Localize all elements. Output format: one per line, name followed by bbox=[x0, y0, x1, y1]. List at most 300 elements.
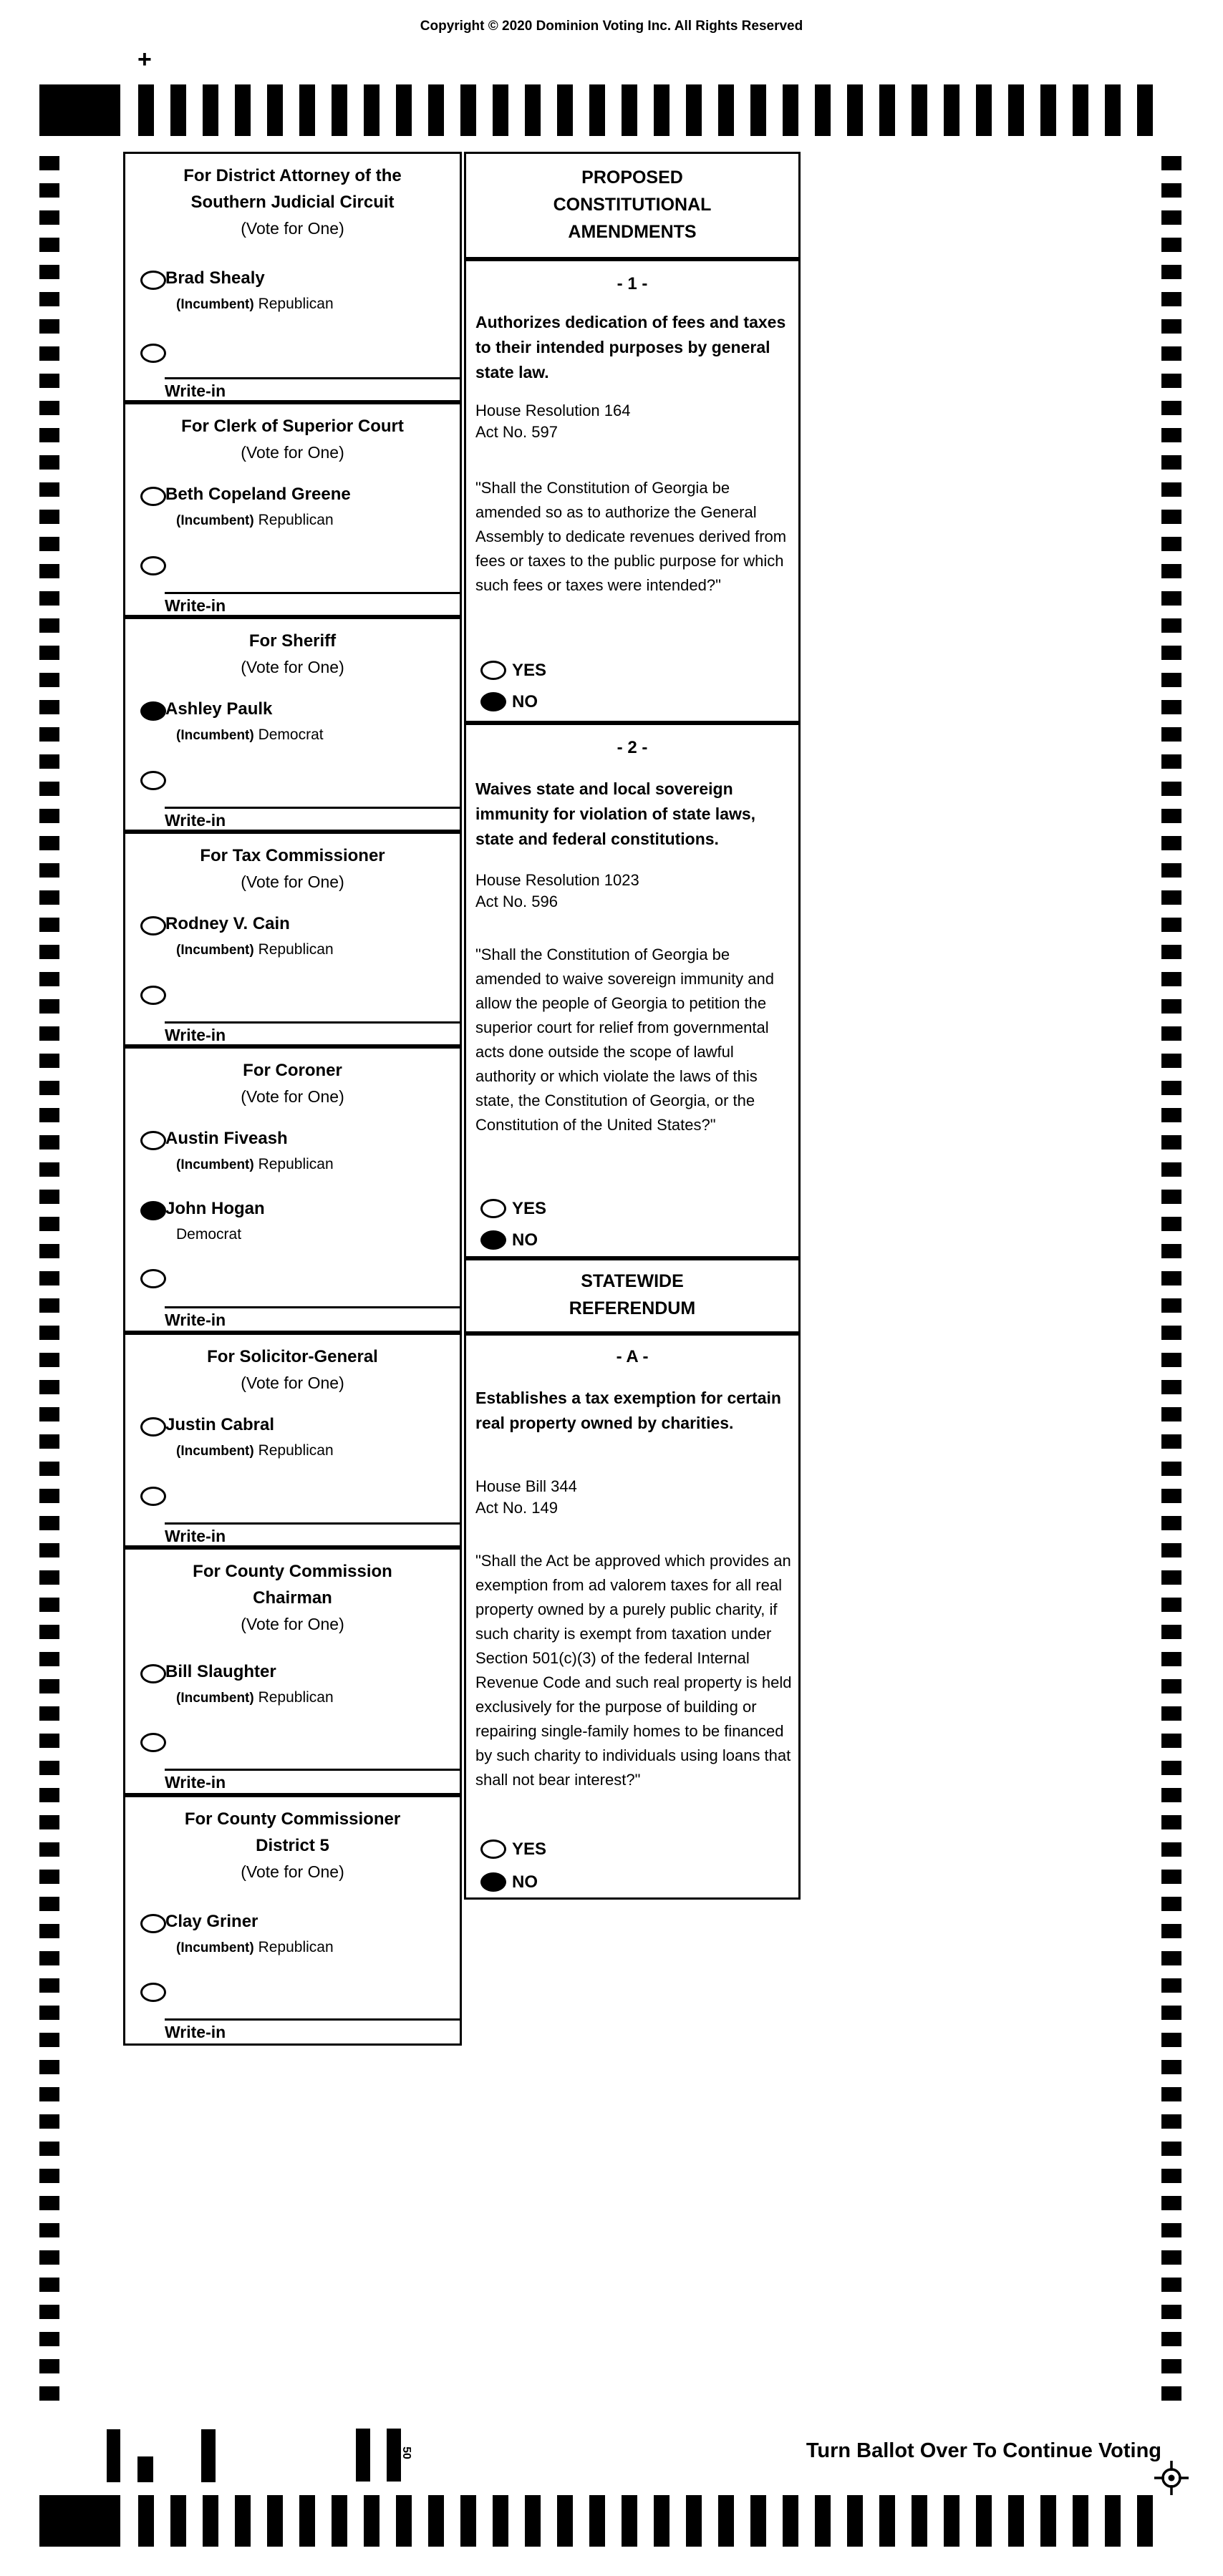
candidate-party bbox=[176, 512, 334, 529]
timing-mark bbox=[39, 890, 59, 905]
candidate-oval[interactable] bbox=[140, 487, 166, 506]
timing-mark bbox=[1161, 510, 1181, 524]
timing-mark bbox=[1161, 156, 1181, 170]
authority-line: Act No. 597 bbox=[475, 423, 558, 441]
candidate-oval[interactable] bbox=[140, 1417, 166, 1437]
timing-mark bbox=[39, 2223, 59, 2237]
incumbent-label: (Incumbent) bbox=[176, 1691, 254, 1706]
authority-line: Act No. 596 bbox=[475, 893, 558, 910]
timing-bar bbox=[332, 84, 347, 136]
timing-mark bbox=[1161, 2087, 1181, 2101]
write-in-oval[interactable] bbox=[140, 556, 166, 575]
timing-strip-bottom bbox=[39, 2495, 1169, 2547]
timing-mark bbox=[39, 2114, 59, 2129]
candidate-name: John Hogan bbox=[165, 1199, 265, 1218]
timing-bar bbox=[235, 2495, 251, 2547]
timing-bar bbox=[203, 84, 218, 136]
timing-mark bbox=[39, 2196, 59, 2210]
measure-question: "Shall the Constitution of Georgia be amended to waive sovereign immunity and allow the people of Georgia to petition the superior court for relief from governmental acts done outside the scope of lawful authority or which violate the laws of this state, the Constitution of Georgia, or the Constitution of the United States?" bbox=[475, 946, 775, 1134]
timing-mark bbox=[39, 265, 59, 279]
timing-mark bbox=[39, 2142, 59, 2156]
timing-mark bbox=[39, 183, 59, 198]
timing-mark bbox=[39, 564, 59, 578]
header-line: AMENDMENTS bbox=[568, 222, 697, 242]
vote-for-instruction: (Vote for One) bbox=[241, 443, 344, 462]
timing-mark bbox=[1161, 836, 1181, 850]
timing-bar bbox=[203, 2495, 218, 2547]
incumbent-label: (Incumbent) bbox=[176, 728, 254, 743]
measure-summary: Establishes a tax exemption for certain real property owned by charities. bbox=[475, 1389, 781, 1432]
measure-number: - 2 - bbox=[617, 738, 648, 757]
timing-mark bbox=[39, 1434, 59, 1449]
write-in-label: Write-in bbox=[165, 596, 226, 615]
vote-for-instruction: (Vote for One) bbox=[241, 1087, 344, 1106]
incumbent-label: (Incumbent) bbox=[176, 943, 254, 958]
timing-mark bbox=[1161, 2060, 1181, 2074]
yes-oval[interactable] bbox=[480, 1199, 506, 1218]
timing-mark bbox=[1161, 782, 1181, 796]
timing-bar bbox=[460, 2495, 476, 2547]
party-label: Republican bbox=[258, 1689, 334, 1706]
no-oval[interactable] bbox=[480, 692, 506, 711]
timing-mark bbox=[39, 700, 59, 714]
timing-bar bbox=[589, 2495, 605, 2547]
candidate-row bbox=[125, 485, 460, 550]
incumbent-label: (Incumbent) bbox=[176, 513, 254, 528]
candidate-name: Ashley Paulk bbox=[165, 699, 273, 719]
timing-bar bbox=[944, 84, 959, 136]
timing-mark bbox=[1161, 2033, 1181, 2047]
timing-mark bbox=[1161, 1407, 1181, 1421]
contest-title-line2: Southern Judicial Circuit bbox=[190, 193, 395, 212]
write-in-line[interactable] bbox=[165, 807, 460, 830]
timing-mark bbox=[39, 1598, 59, 1612]
timing-mark bbox=[1161, 2142, 1181, 2156]
timing-mark bbox=[1161, 1026, 1181, 1041]
copyright-text: Copyright © 2020 Dominion Voting Inc. All Rights Reserved bbox=[420, 19, 803, 34]
candidate-row bbox=[125, 1129, 460, 1195]
timing-mark bbox=[39, 1489, 59, 1503]
timing-mark bbox=[1161, 673, 1181, 687]
incumbent-label: (Incumbent) bbox=[176, 1940, 254, 1955]
write-in-line[interactable] bbox=[165, 2018, 460, 2042]
no-label: NO bbox=[512, 692, 538, 711]
timing-mark bbox=[39, 1135, 59, 1150]
candidate-oval[interactable] bbox=[140, 1914, 166, 1933]
timing-mark bbox=[39, 2033, 59, 2047]
timing-bar bbox=[654, 2495, 669, 2547]
timing-bar bbox=[589, 84, 605, 136]
timing-bar bbox=[718, 84, 734, 136]
timing-bar bbox=[460, 84, 476, 136]
timing-mark bbox=[1161, 265, 1181, 279]
timing-mark bbox=[1161, 1734, 1181, 1748]
timing-bar bbox=[783, 2495, 798, 2547]
timing-mark bbox=[39, 972, 59, 986]
timing-bar bbox=[267, 84, 283, 136]
contest-title-line2: Chairman bbox=[253, 1588, 332, 1608]
timing-bar bbox=[1008, 2495, 1024, 2547]
party-label: Republican bbox=[258, 296, 334, 312]
stub-number-label: 50 bbox=[400, 2446, 412, 2459]
timing-mark bbox=[39, 1380, 59, 1394]
no-label: NO bbox=[512, 1872, 538, 1892]
incumbent-label: (Incumbent) bbox=[176, 297, 254, 312]
write-in-label: Write-in bbox=[165, 2023, 226, 2041]
write-in-line[interactable] bbox=[165, 592, 460, 616]
timing-mark bbox=[1161, 2278, 1181, 2292]
contest-district-attorney bbox=[123, 152, 462, 402]
write-in-label: Write-in bbox=[165, 1311, 226, 1329]
timing-mark bbox=[39, 1951, 59, 1965]
timing-mark bbox=[39, 673, 59, 687]
timing-block bbox=[39, 2495, 120, 2547]
timing-mark bbox=[39, 346, 59, 361]
timing-mark bbox=[39, 2087, 59, 2101]
timing-mark bbox=[39, 1652, 59, 1666]
timing-mark bbox=[39, 1462, 59, 1476]
candidate-party bbox=[176, 1156, 334, 1173]
write-in-oval[interactable] bbox=[140, 1733, 166, 1752]
timing-bar bbox=[493, 84, 508, 136]
authority-line: House Resolution 164 bbox=[475, 402, 631, 419]
timing-mark bbox=[39, 210, 59, 225]
yes-oval[interactable] bbox=[480, 661, 506, 680]
timing-marks-left bbox=[39, 156, 59, 2414]
yes-oval[interactable] bbox=[480, 1839, 506, 1859]
timing-bar bbox=[1008, 84, 1024, 136]
timing-bar bbox=[1073, 84, 1088, 136]
contest-tax-commissioner bbox=[123, 832, 462, 1046]
candidate-row bbox=[125, 914, 460, 980]
timing-bars bbox=[138, 84, 1169, 136]
timing-bar bbox=[1073, 2495, 1088, 2547]
candidate-oval[interactable] bbox=[140, 271, 166, 290]
timing-bar bbox=[493, 2495, 508, 2547]
timing-mark bbox=[1161, 210, 1181, 225]
no-row bbox=[466, 691, 798, 721]
incumbent-label: (Incumbent) bbox=[176, 1157, 254, 1172]
measure-authority bbox=[475, 870, 791, 913]
timing-mark bbox=[1161, 319, 1181, 334]
timing-mark bbox=[39, 1298, 59, 1313]
timing-mark bbox=[39, 1734, 59, 1748]
timing-mark bbox=[1161, 1679, 1181, 1693]
timing-mark bbox=[1161, 2196, 1181, 2210]
candidate-name: Brad Shealy bbox=[165, 268, 265, 288]
write-in-oval[interactable] bbox=[140, 771, 166, 790]
candidate-row bbox=[125, 1662, 460, 1728]
party-label: Democrat bbox=[258, 726, 324, 743]
timing-bar bbox=[557, 2495, 573, 2547]
write-in-line[interactable] bbox=[165, 1021, 460, 1045]
amendment-1-section bbox=[464, 259, 801, 723]
no-row bbox=[466, 1229, 798, 1259]
timing-mark bbox=[39, 836, 59, 850]
timing-mark bbox=[1161, 1761, 1181, 1775]
proposed-amendments-header bbox=[464, 152, 801, 259]
party-label: Democrat bbox=[176, 1226, 242, 1243]
timing-bar bbox=[847, 2495, 863, 2547]
timing-bar bbox=[750, 84, 766, 136]
contest-title: For Tax Commissioner bbox=[200, 846, 385, 865]
timing-mark bbox=[1161, 1217, 1181, 1231]
candidate-oval[interactable] bbox=[140, 1131, 166, 1150]
candidate-oval[interactable] bbox=[140, 701, 166, 721]
timing-mark bbox=[39, 292, 59, 306]
header-line: CONSTITUTIONAL bbox=[553, 195, 712, 215]
timing-mark bbox=[1161, 1897, 1181, 1911]
timing-mark bbox=[39, 1217, 59, 1231]
timing-bar bbox=[686, 2495, 702, 2547]
timing-mark bbox=[1161, 591, 1181, 606]
yes-row bbox=[466, 659, 798, 689]
timing-mark bbox=[1161, 2332, 1181, 2346]
write-in-oval[interactable] bbox=[140, 1983, 166, 2002]
crosshair-icon bbox=[1154, 2461, 1189, 2495]
authority-line: Act No. 149 bbox=[475, 1499, 558, 1517]
timing-mark bbox=[39, 510, 59, 524]
statewide-referendum-header bbox=[464, 1258, 801, 1333]
contest-solicitor-general bbox=[123, 1333, 462, 1547]
party-label: Republican bbox=[258, 941, 334, 958]
incumbent-label: (Incumbent) bbox=[176, 1444, 254, 1459]
timing-bar bbox=[364, 2495, 380, 2547]
candidate-oval[interactable] bbox=[140, 916, 166, 935]
timing-mark bbox=[39, 2060, 59, 2074]
timing-mark bbox=[1161, 890, 1181, 905]
candidate-party bbox=[176, 1442, 334, 1459]
authority-line: House Resolution 1023 bbox=[475, 871, 639, 889]
timing-bar bbox=[879, 84, 895, 136]
timing-mark bbox=[39, 618, 59, 633]
timing-mark bbox=[1161, 346, 1181, 361]
timing-mark bbox=[39, 1788, 59, 1802]
timing-bar bbox=[847, 84, 863, 136]
timing-mark bbox=[39, 1162, 59, 1177]
amendment-2-section bbox=[464, 723, 801, 1258]
no-oval[interactable] bbox=[480, 1872, 506, 1892]
write-in-oval[interactable] bbox=[140, 1269, 166, 1288]
timing-mark bbox=[39, 2250, 59, 2265]
candidate-oval[interactable] bbox=[140, 1664, 166, 1683]
timing-bar bbox=[718, 2495, 734, 2547]
timing-mark bbox=[39, 646, 59, 660]
timing-mark bbox=[1161, 1434, 1181, 1449]
vote-for-instruction: (Vote for One) bbox=[241, 658, 344, 676]
timing-mark bbox=[39, 1897, 59, 1911]
yes-label: YES bbox=[512, 661, 547, 680]
contest-title: For Coroner bbox=[243, 1061, 342, 1080]
timing-mark bbox=[1161, 1870, 1181, 1884]
timing-mark bbox=[1161, 292, 1181, 306]
timing-bar bbox=[654, 84, 669, 136]
timing-bar bbox=[557, 84, 573, 136]
timing-mark bbox=[39, 999, 59, 1014]
timing-mark bbox=[39, 1761, 59, 1775]
timing-mark bbox=[39, 2305, 59, 2319]
write-in-line[interactable] bbox=[165, 1769, 460, 1792]
write-in-line[interactable] bbox=[165, 1306, 460, 1330]
timing-mark bbox=[1161, 999, 1181, 1014]
candidate-name: Austin Fiveash bbox=[165, 1129, 288, 1148]
timing-mark bbox=[39, 1407, 59, 1421]
timing-mark bbox=[1161, 401, 1181, 415]
timing-mark bbox=[1161, 2169, 1181, 2183]
timing-mark bbox=[39, 1190, 59, 1204]
turn-ballot-text: Turn Ballot Over To Continue Voting bbox=[806, 2439, 1161, 2462]
timing-mark bbox=[39, 1679, 59, 1693]
timing-mark bbox=[1161, 1842, 1181, 1857]
timing-bar bbox=[1040, 2495, 1056, 2547]
timing-mark bbox=[39, 2386, 59, 2401]
timing-mark bbox=[1161, 428, 1181, 442]
timing-mark bbox=[1161, 1190, 1181, 1204]
measure-number: - 1 - bbox=[617, 274, 648, 293]
timing-mark bbox=[1161, 1598, 1181, 1612]
contest-title-line2: District 5 bbox=[256, 1836, 329, 1855]
stub-barcode-bar bbox=[107, 2429, 120, 2482]
timing-mark bbox=[1161, 482, 1181, 497]
timing-mark bbox=[39, 591, 59, 606]
timing-bar bbox=[912, 2495, 927, 2547]
timing-mark bbox=[1161, 2250, 1181, 2265]
timing-mark bbox=[1161, 238, 1181, 252]
measure-summary: Authorizes dedication of fees and taxes to their intended purposes by general state law. bbox=[475, 313, 786, 381]
timing-bar bbox=[815, 84, 831, 136]
timing-mark bbox=[1161, 972, 1181, 986]
timing-mark bbox=[1161, 727, 1181, 742]
timing-bar bbox=[267, 2495, 283, 2547]
write-in-line[interactable] bbox=[165, 377, 460, 401]
contest-title: For County Commission bbox=[193, 1562, 392, 1581]
contest-title: For District Attorney of the bbox=[183, 166, 402, 185]
timing-bar bbox=[879, 2495, 895, 2547]
timing-mark bbox=[39, 238, 59, 252]
timing-mark bbox=[1161, 1135, 1181, 1150]
timing-mark bbox=[1161, 1516, 1181, 1530]
timing-mark bbox=[39, 1570, 59, 1585]
no-oval[interactable] bbox=[480, 1230, 506, 1250]
candidate-party bbox=[176, 1689, 334, 1706]
timing-mark bbox=[39, 2359, 59, 2373]
header-line: PROPOSED bbox=[581, 167, 683, 188]
vote-for-instruction: (Vote for One) bbox=[241, 1862, 344, 1881]
timing-mark bbox=[39, 1924, 59, 1938]
timing-bar bbox=[525, 2495, 541, 2547]
timing-mark bbox=[39, 1353, 59, 1367]
timing-mark bbox=[1161, 1326, 1181, 1340]
stub-barcode-bar bbox=[356, 2429, 370, 2482]
timing-bar bbox=[1105, 84, 1121, 136]
contest-title: For Sheriff bbox=[248, 631, 337, 651]
timing-mark bbox=[1161, 564, 1181, 578]
timing-mark bbox=[39, 1108, 59, 1122]
timing-bar bbox=[396, 2495, 412, 2547]
write-in-oval[interactable] bbox=[140, 1487, 166, 1506]
timing-mark bbox=[39, 1815, 59, 1829]
timing-bar bbox=[138, 2495, 154, 2547]
candidate-party bbox=[176, 941, 334, 958]
candidate-oval[interactable] bbox=[140, 1201, 166, 1220]
vote-for-instruction: (Vote for One) bbox=[241, 873, 344, 891]
contest-sheriff bbox=[123, 617, 462, 832]
timing-mark bbox=[1161, 1489, 1181, 1503]
no-row bbox=[466, 1871, 798, 1901]
header-line: REFERENDUM bbox=[569, 1298, 696, 1318]
write-in-oval[interactable] bbox=[140, 344, 166, 363]
timing-mark bbox=[1161, 1244, 1181, 1258]
timing-mark bbox=[39, 918, 59, 932]
contest-commissioner-district-5 bbox=[123, 1795, 462, 2046]
timing-mark bbox=[39, 1870, 59, 1884]
candidate-name: Clay Griner bbox=[165, 1912, 258, 1931]
write-in-oval[interactable] bbox=[140, 986, 166, 1005]
candidate-party bbox=[176, 726, 324, 744]
candidate-row bbox=[125, 1199, 460, 1265]
party-label: Republican bbox=[258, 512, 334, 528]
timing-mark bbox=[39, 401, 59, 415]
contest-title: For Solicitor-General bbox=[207, 1347, 378, 1366]
timing-mark bbox=[39, 1842, 59, 1857]
no-label: NO bbox=[512, 1230, 538, 1250]
contest-coroner bbox=[123, 1046, 462, 1333]
yes-row bbox=[466, 1838, 798, 1868]
measure-authority bbox=[475, 400, 791, 443]
timing-bar bbox=[170, 2495, 186, 2547]
timing-mark bbox=[1161, 618, 1181, 633]
measure-question: "Shall the Act be approved which provides an exemption from ad valorem taxes for all real property owned by a purely public charity, if such charity is exempt from taxation under Section 501(c)(3) of the federal Internal Revenue Code and such real property is held exclusively for the purpose of building or repairing single-family homes to be financed by such charity to individuals using loans that shall not bear interest?" bbox=[475, 1552, 792, 1789]
timing-mark bbox=[39, 1081, 59, 1095]
write-in-line[interactable] bbox=[165, 1522, 460, 1546]
authority-line: House Bill 344 bbox=[475, 1477, 577, 1495]
timing-bar bbox=[525, 84, 541, 136]
timing-mark bbox=[1161, 2114, 1181, 2129]
timing-bar bbox=[686, 84, 702, 136]
party-label: Republican bbox=[258, 1156, 334, 1172]
timing-mark bbox=[39, 2332, 59, 2346]
timing-mark bbox=[39, 782, 59, 796]
timing-mark bbox=[1161, 1815, 1181, 1829]
timing-mark bbox=[1161, 374, 1181, 388]
contest-clerk-superior-court bbox=[123, 402, 462, 617]
timing-bar bbox=[170, 84, 186, 136]
timing-mark bbox=[1161, 1054, 1181, 1068]
timing-mark bbox=[1161, 1108, 1181, 1122]
measure-authority bbox=[475, 1476, 791, 1519]
measure-question: "Shall the Constitution of Georgia be amended so as to authorize the General Assembly to dedicate revenues derived from fees or taxes to the public purpose for which such fees or taxes were intended?" bbox=[475, 479, 787, 594]
timing-mark bbox=[1161, 1788, 1181, 1802]
timing-mark bbox=[39, 1543, 59, 1557]
party-label: Republican bbox=[258, 1939, 334, 1955]
timing-mark bbox=[39, 1054, 59, 1068]
timing-bar bbox=[428, 84, 444, 136]
write-in-label: Write-in bbox=[165, 811, 226, 830]
stub-barcode-bar bbox=[201, 2429, 216, 2482]
timing-mark bbox=[39, 482, 59, 497]
timing-bar bbox=[428, 2495, 444, 2547]
timing-mark bbox=[39, 2278, 59, 2292]
candidate-row bbox=[125, 1415, 460, 1481]
timing-mark bbox=[39, 945, 59, 959]
timing-mark bbox=[1161, 945, 1181, 959]
timing-mark bbox=[39, 754, 59, 769]
timing-bar bbox=[622, 2495, 637, 2547]
yes-label: YES bbox=[512, 1839, 547, 1859]
timing-mark bbox=[39, 1625, 59, 1639]
timing-bar bbox=[396, 84, 412, 136]
timing-mark bbox=[39, 428, 59, 442]
